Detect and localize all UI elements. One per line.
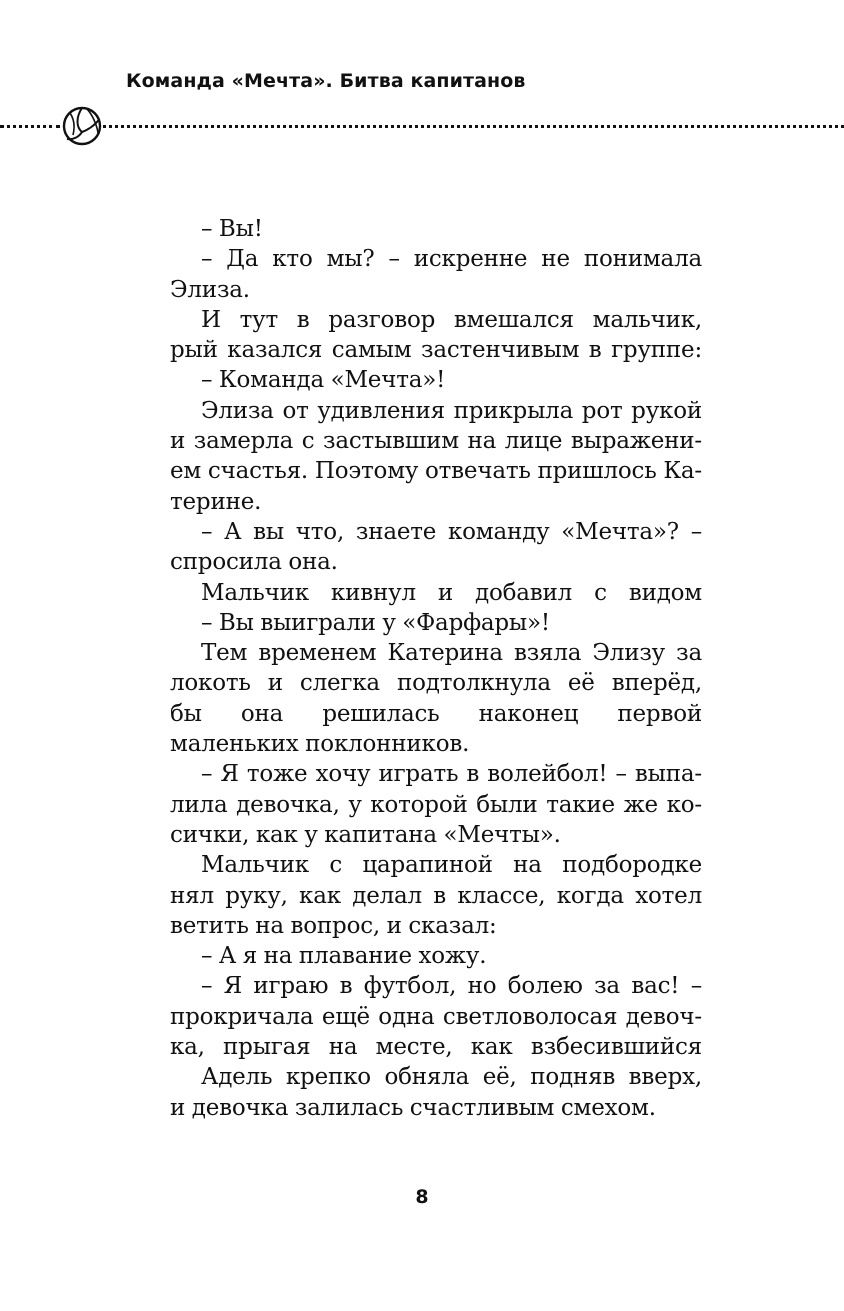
- text-line: – Я тоже хочу играть в волейбол! – выпа-: [201, 761, 702, 788]
- text-line: рый казался самым застенчивым в группе:: [170, 337, 702, 364]
- text-line: бы она решилась наконец первой: [170, 700, 702, 727]
- text-line: и замерла с застывшим на лице выражени-: [170, 428, 702, 455]
- text-line: Элиза.: [170, 276, 250, 303]
- text-line: нял руку, как делал в классе, когда хотел: [170, 882, 702, 909]
- text-line: – Вы выиграли у «Фарфары»!: [201, 609, 550, 636]
- text-line: Адель крепко обняла её, подняв вверх,: [201, 1064, 702, 1091]
- text-line: – Вы!: [201, 216, 263, 242]
- text-line: спросила она.: [170, 549, 338, 576]
- volleyball-icon: [61, 105, 103, 147]
- text-line: ветить на вопрос, и сказал:: [170, 912, 497, 939]
- text-line: локоть и слегка подтолкнула её вперёд,: [170, 670, 702, 697]
- running-title: Команда «Мечта». Битва капитанов: [126, 70, 526, 92]
- text-line: И тут в разговор вмешался мальчик,: [201, 306, 702, 333]
- text-line: – Я играю в футбол, но болею за вас! –: [201, 973, 702, 1000]
- text-line: и девочка залилась счастливым смехом.: [170, 1094, 656, 1121]
- text-line: Элиза от удивления прикрыла рот рукой: [201, 397, 702, 424]
- page-number: 8: [415, 1186, 429, 1208]
- text-line: лила девочка, у которой были такие же ко-: [170, 791, 702, 818]
- text-line: – Команда «Мечта»!: [201, 367, 446, 394]
- text-line: сички, как у капитана «Мечты».: [170, 821, 561, 848]
- text-line: Мальчик кивнул и добавил с видом: [201, 579, 702, 606]
- header-dotted-rule-left: [0, 125, 60, 128]
- text-line: ка, прыгая на месте, как взбесившийся: [170, 1034, 702, 1061]
- body-text: [170, 214, 702, 1123]
- header-dotted-rule-right: [103, 125, 844, 128]
- text-line: Тем временем Катерина взяла Элизу за: [201, 640, 702, 667]
- text-line: терине.: [170, 488, 262, 515]
- text-line: прокричала ещё одна светловолосая девоч-: [170, 1003, 702, 1030]
- text-line: Мальчик с царапиной на подбородке: [201, 852, 702, 879]
- text-line: – А я на плавание хожу.: [201, 943, 487, 970]
- text-line: – А вы что, знаете команду «Мечта»? –: [201, 518, 702, 545]
- text-line: ем счастья. Поэтому отвечать пришлось Ка-: [170, 458, 702, 485]
- text-line: – Да кто мы? – искренне не понимала: [201, 246, 702, 273]
- text-line: маленьких поклонников.: [170, 731, 470, 758]
